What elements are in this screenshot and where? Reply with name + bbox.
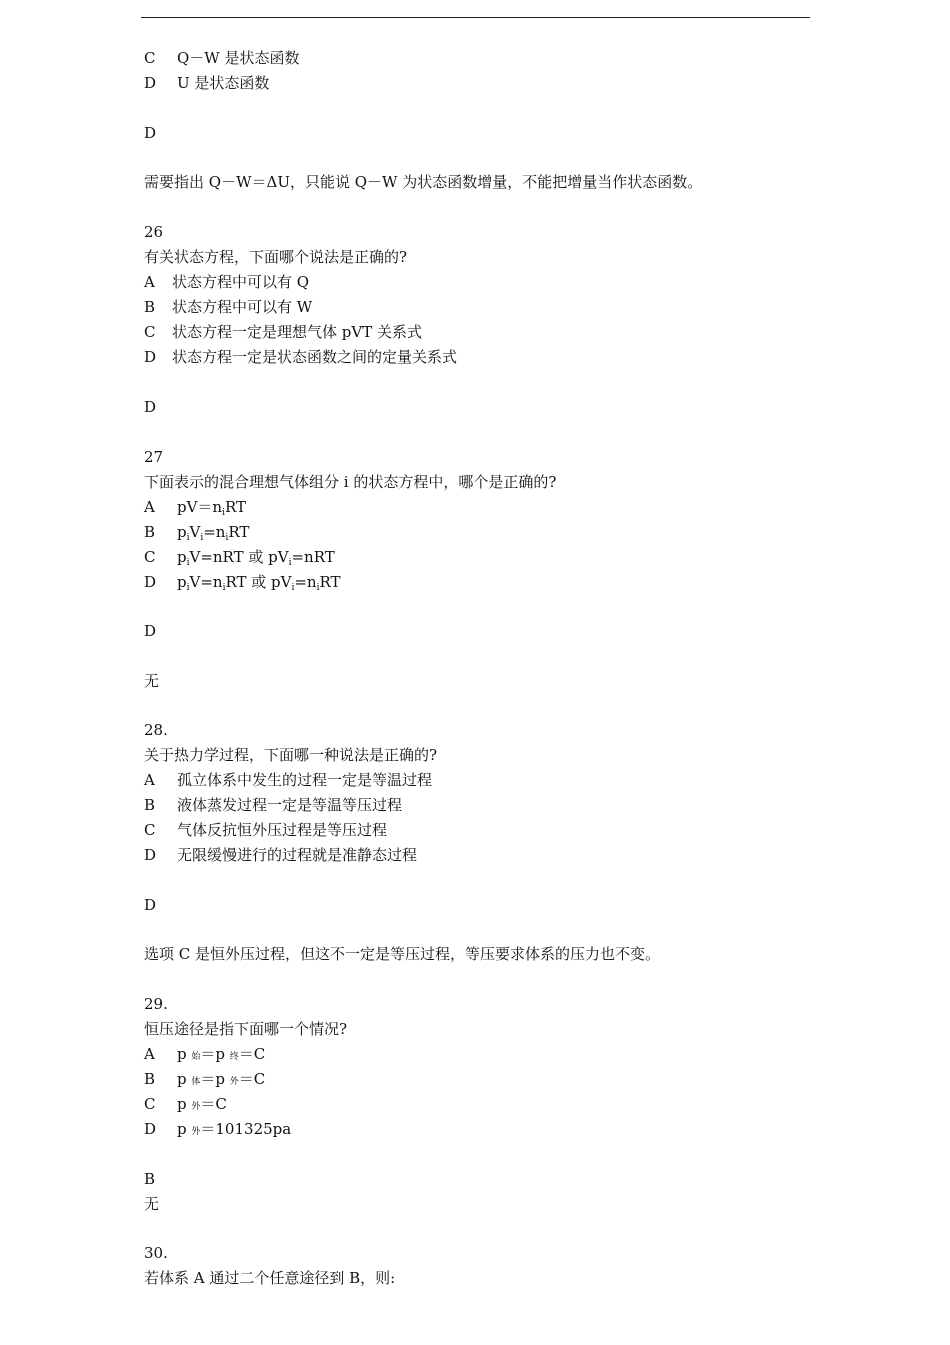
q25-option-c: C Q－W 是状态函数	[144, 49, 300, 67]
q29-option-d: D p 外＝101325pa	[144, 1120, 292, 1138]
q26-answer: D	[144, 398, 157, 416]
q28-explanation: 选项 C 是恒外压过程，但这不一定是等压过程，等压要求体系的压力也不变。	[144, 945, 661, 963]
q25-explanation: 需要指出 Q－W＝ΔU，只能说 Q－W 为状态函数增量，不能把增量当作状态函数。	[144, 173, 703, 191]
q29-option-b: B p 体＝p 外＝C	[144, 1070, 266, 1088]
q29-option-a: A p 始＝p 终＝C	[144, 1045, 266, 1063]
q27-explanation: 无	[144, 672, 160, 690]
q30-number: 30.	[144, 1244, 168, 1262]
formula-b: $p_iV_i=n_iRT$	[177, 523, 250, 543]
q28-number: 28.	[144, 721, 168, 739]
q29-explanation: 无	[144, 1195, 160, 1213]
q29-option-c: C p 外＝C	[144, 1095, 227, 1113]
q27-option-d: D $p_iV=n_iRT$ 或 $pV_i=n_iRT$	[144, 573, 341, 593]
formula-c: $p_iV=nRT$ 或 $pV_i=nRT$	[177, 548, 335, 568]
q25-option-d: D U 是状态函数	[144, 74, 270, 92]
q28-option-b: B 液体蒸发过程一定是等温等压过程	[144, 796, 403, 814]
q29-number: 29.	[144, 995, 168, 1013]
q25-answer: D	[144, 124, 157, 142]
q27-stem: 下面表示的混合理想气体组分 i 的状态方程中，哪个是正确的?	[144, 473, 557, 491]
q27-option-a: A $pV=n_iRT$	[144, 498, 247, 518]
q26-stem: 有关状态方程，下面哪个说法是正确的?	[144, 248, 408, 266]
formula-29c: p 外＝C	[177, 1095, 227, 1113]
q26-option-c: C 状态方程一定是理想气体 pVT 关系式	[144, 323, 422, 341]
formula-29d: p 外＝101325pa	[177, 1120, 292, 1138]
q26-option-d: D 状态方程一定是状态函数之间的定量关系式	[144, 348, 458, 366]
q28-answer: D	[144, 896, 157, 914]
q27-answer: D	[144, 622, 157, 640]
q29-answer: B	[144, 1170, 156, 1188]
q27-option-b: B $p_iV_i=n_iRT$	[144, 523, 250, 543]
q27-number: 27	[144, 448, 164, 466]
q26-option-a: A 状态方程中可以有 Q	[144, 273, 310, 291]
header-rule	[141, 17, 810, 18]
formula-a: $pV=n_iRT$	[177, 498, 247, 518]
formula-29a: p 始＝p 终＝C	[177, 1045, 266, 1063]
q28-option-d: D 无限缓慢进行的过程就是准静态过程	[144, 846, 418, 864]
q27-option-c: C $p_iV=nRT$ 或 $pV_i=nRT$	[144, 548, 335, 568]
q30-stem: 若体系 A 通过二个任意途径到 B，则:	[144, 1269, 396, 1287]
q26-option-b: B 状态方程中可以有 W	[144, 298, 313, 316]
formula-d: $p_iV=n_iRT$ 或 $pV_i=n_iRT$	[177, 573, 341, 593]
q29-stem: 恒压途径是指下面哪一个情况?	[144, 1020, 348, 1038]
q26-number: 26	[144, 223, 164, 241]
q28-option-a: A 孤立体系中发生的过程一定是等温过程	[144, 771, 433, 789]
q28-stem: 关于热力学过程，下面哪一种说法是正确的?	[144, 746, 438, 764]
formula-29b: p 体＝p 外＝C	[177, 1070, 266, 1088]
q28-option-c: C 气体反抗恒外压过程是等压过程	[144, 821, 388, 839]
